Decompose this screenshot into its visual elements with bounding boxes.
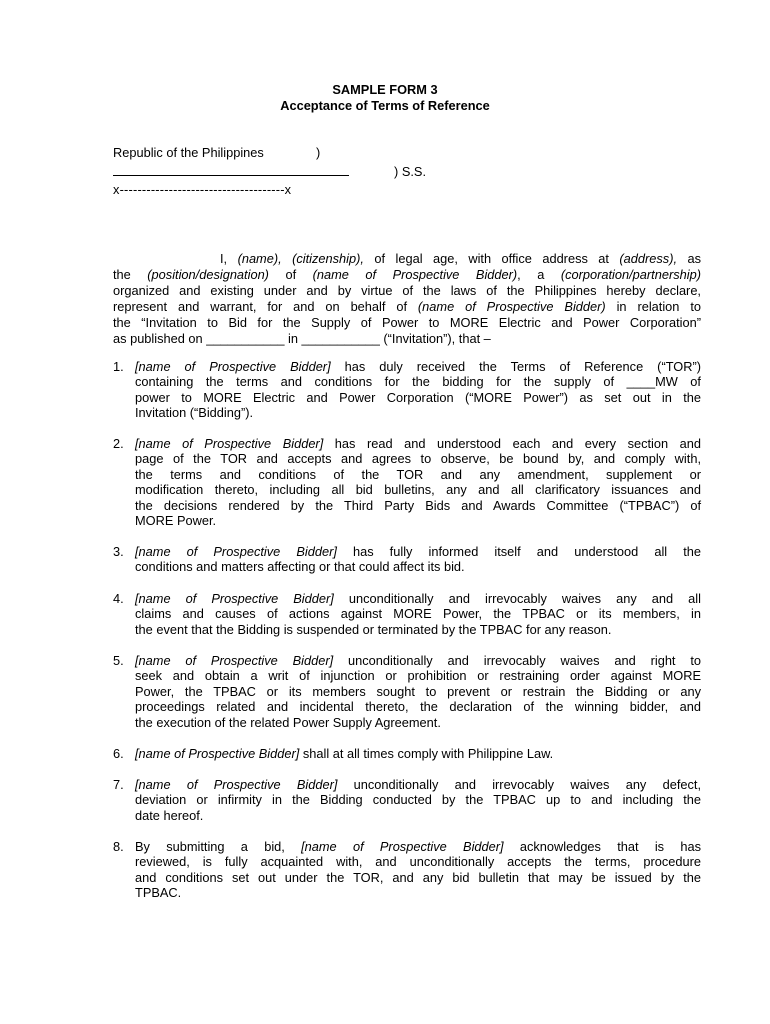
venue-divider: x-------------------------------------x (113, 182, 292, 197)
venue-blank-line (113, 175, 349, 176)
intro-paragraph: I, (name), (citizenship), of legal age, with office address at (address), as the (position/designation) of (name of Prospective Bidder), a (corporation/partnership) organized and existing under and by virtue of the laws of the Philippines hereby declare, represent and warrant, for and on behalf of (name of Prospective Bidder) in relation to the “Invitation to Bid for the Supply of Power to MORE Electric and Power Corporation” as published on ___________ in ___________ (“Invitation”), that – (113, 251, 701, 346)
venue-country-paren: ) (316, 145, 321, 160)
form-number: SAMPLE FORM 3 (332, 82, 438, 97)
venue-country: Republic of the Philippines (113, 145, 264, 160)
document-page: SAMPLE FORM 3 Acceptance of Terms of Reference Republic of the Philippines ) ) S.S. x-------------------------------------x I, (name), (citizenship), of legal age, with office address at (address), as the (position/designation) of (name of Prospective Bidder), a (corporation/partnership) organized and existing under and by virtue of the laws of the Philippines hereby declare, represent and warrant, for and on behalf of (name of Prospective Bidder) in relation to the “Invitation to Bid for the Supply of Power to MORE Electric and Power Corporation” as published on ___________ in ___________ (“Invitation”), that – 1. [name of Prospective Bidder] has duly received the Terms of Reference (“TOR”) containing the terms and conditions for the bidding for the supply of ____MW of power to MORE Electric and Power Corporation (“MORE Power”) as set out in the Invitation (“Bidding”). 2. [name of Prospective Bidder] has read and understood each and every section and page of the TOR and accepts and agrees to observe, be bound by, and comply with, the terms and conditions of the TOR and any amendment, supplement or modification thereto, including all bid bulletins, any and all clarificatory issuances and the decisions rendered by the Third Party Bids and Awards Committee (“TPBAC”) of MORE Power. 3. [name of Prospective Bidder] has fully informed itself and understood all the conditions and matters affecting or that could affect its bid. 4. [name of Prospective Bidder] unconditionally and irrevocably waives any and all claims and causes of actions against MORE Power, the TPBAC or its members, in the event that the Bidding is suspended or terminated by the TPBAC for any reason. 5. [name of Prospective Bidder] unconditionally and irrevocably waives and right to seek and obtain a writ of injunction or prohibition or restraining order against MORE Power, the TPBAC or its members sought to prevent or restrain the Bidding or any proceedings related and incidental thereto, the declaration of the winning bidder, and the execution of the related Power Supply Agreement. 6. [name of Prospective Bidder] shall at all times comply with Philippine Law. 7. [name of Prospective Bidder] unconditionally and irrevocably waives any defect, deviation or infirmity in the Bidding conducted by the TPBAC up to and including the date hereof. 8. By submitting a bid, [name of Prospective Bidder] acknowledges that is has reviewed, is fully acquainted with, and unconditionally accepts the terms, procedure and conditions set out under the TOR, and any bid bulletin that may be issued by the TPBAC. (0, 0, 770, 1024)
form-title: Acceptance of Terms of Reference (280, 98, 490, 113)
venue-ss: ) S.S. (394, 164, 426, 179)
